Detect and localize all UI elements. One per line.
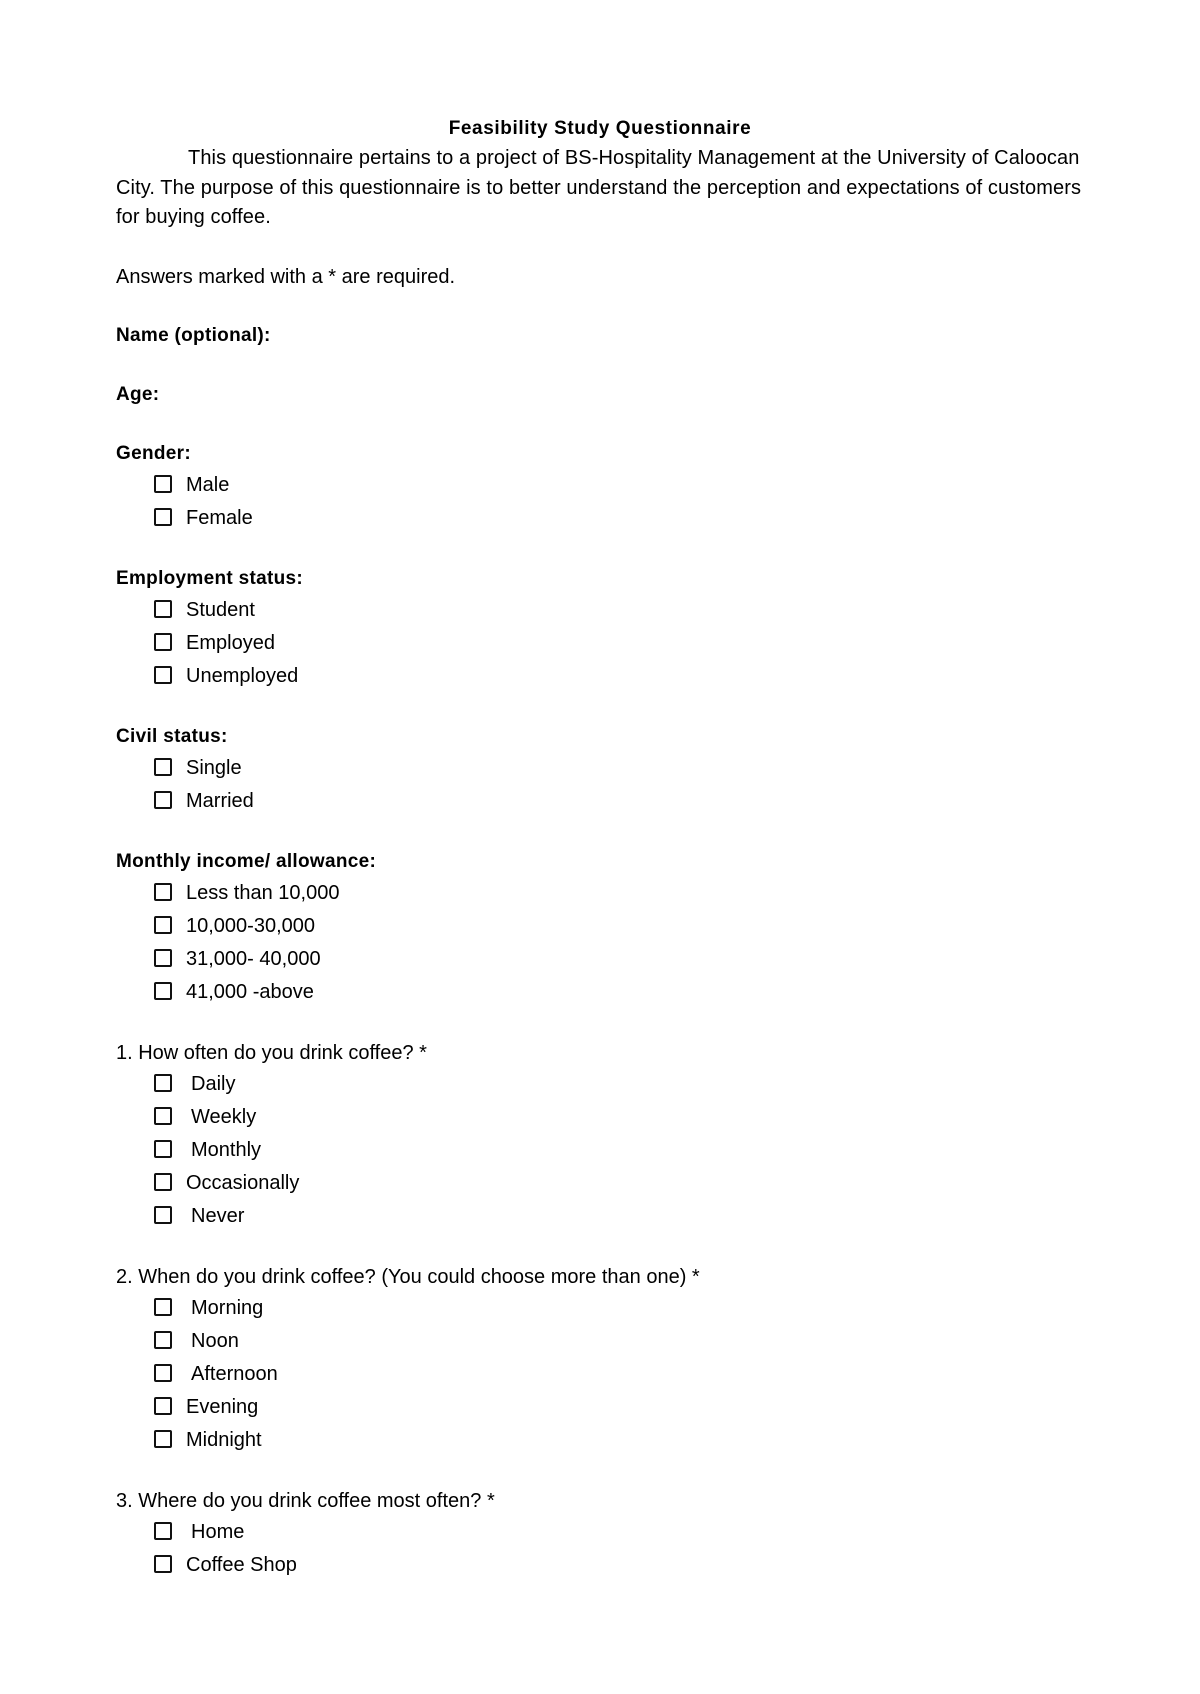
page-title: Feasibility Study Questionnaire [448,118,752,139]
checkbox[interactable] [154,1430,172,1448]
intro-paragraph: This questionnaire pertains to a project of BS-Hospitality Management at the University of Caloocan City. The purpose of this questionnaire is to better understand the perception and expectations of customers for buying coffee. [116,147,1082,228]
q1-option-occasionally[interactable] [154,1167,1084,1200]
option-label: Less than 10,000 [186,881,340,904]
income-option-4[interactable] [154,976,1084,1009]
option-label: Midnight [186,1428,262,1451]
checkbox[interactable] [154,508,172,526]
q1-option-daily[interactable] [154,1068,1084,1101]
gender-option-male[interactable] [154,469,1084,502]
civil-option-single[interactable] [154,752,1084,785]
gender-option-female[interactable] [154,502,1084,535]
checkbox[interactable] [154,633,172,651]
checkbox[interactable] [154,949,172,967]
checkbox[interactable] [154,1107,172,1125]
employment-option-unemployed[interactable] [154,660,1084,693]
employment-option-student[interactable] [154,594,1084,627]
question-1: 1. How often do you drink coffee? * [116,1041,427,1064]
q2-option-morning[interactable] [154,1292,1084,1325]
checkbox[interactable] [154,1206,172,1224]
income-option-2[interactable] [154,910,1084,943]
q2-option-evening[interactable] [154,1391,1084,1424]
required-note: Answers marked with a * are required. [116,265,456,288]
option-label: Afternoon [191,1362,278,1385]
q1-option-never[interactable] [154,1200,1084,1233]
checkbox[interactable] [154,600,172,618]
option-label: 31,000- 40,000 [186,947,321,970]
gender-options [116,469,1084,535]
monthly-income-label: Monthly income/ allowance: [116,850,377,872]
option-label: Morning [191,1296,264,1319]
civil-status-options [116,752,1084,818]
age-field-label: Age: [116,383,160,405]
checkbox[interactable] [154,982,172,1000]
checkbox[interactable] [154,1074,172,1092]
checkbox[interactable] [154,1140,172,1158]
option-label: Monthly [191,1138,262,1161]
employment-options [116,594,1084,693]
income-options [116,877,1084,1009]
option-label: Male [186,473,230,496]
option-label: Daily [191,1072,236,1095]
q1-option-monthly[interactable] [154,1134,1084,1167]
option-label: 41,000 -above [186,980,314,1003]
option-label: Home [191,1520,245,1543]
option-label: Unemployed [186,664,299,687]
q2-option-noon[interactable] [154,1325,1084,1358]
option-label: Married [186,789,254,812]
option-label: Evening [186,1395,259,1418]
income-option-3[interactable] [154,943,1084,976]
q2-option-afternoon[interactable] [154,1358,1084,1391]
employment-option-employed[interactable] [154,627,1084,660]
checkbox[interactable] [154,1364,172,1382]
checkbox[interactable] [154,1173,172,1191]
checkbox[interactable] [154,475,172,493]
checkbox[interactable] [154,916,172,934]
option-label: Employed [186,631,275,654]
checkbox[interactable] [154,758,172,776]
option-label: Single [186,756,242,779]
question-3: 3. Where do you drink coffee most often? * [116,1489,495,1512]
q1-option-weekly[interactable] [154,1101,1084,1134]
name-field-label: Name (optional): [116,324,271,346]
gender-label: Gender: [116,442,191,464]
checkbox[interactable] [154,1397,172,1415]
employment-status-label: Employment status: [116,567,303,589]
q2-option-midnight[interactable] [154,1424,1084,1457]
option-label: Never [191,1204,245,1227]
question-2-options [116,1292,1084,1457]
checkbox[interactable] [154,791,172,809]
option-label: Student [186,598,255,621]
checkbox[interactable] [154,666,172,684]
question-1-options [116,1068,1084,1233]
checkbox[interactable] [154,1522,172,1540]
civil-status-label: Civil status: [116,725,228,747]
checkbox[interactable] [154,1298,172,1316]
option-label: Weekly [191,1105,257,1128]
q3-option-home[interactable] [154,1516,1084,1549]
option-label: Coffee Shop [186,1553,297,1576]
option-label: Occasionally [186,1171,300,1194]
income-option-1[interactable] [154,877,1084,910]
q3-option-coffee-shop[interactable] [154,1549,1084,1582]
question-2: 2. When do you drink coffee? (You could choose more than one) * [116,1265,700,1288]
checkbox[interactable] [154,883,172,901]
option-label: Noon [191,1329,239,1352]
option-label: 10,000-30,000 [186,914,316,937]
checkbox[interactable] [154,1331,172,1349]
question-3-options [116,1516,1084,1582]
option-label: Female [186,506,253,529]
civil-option-married[interactable] [154,785,1084,818]
checkbox[interactable] [154,1555,172,1573]
